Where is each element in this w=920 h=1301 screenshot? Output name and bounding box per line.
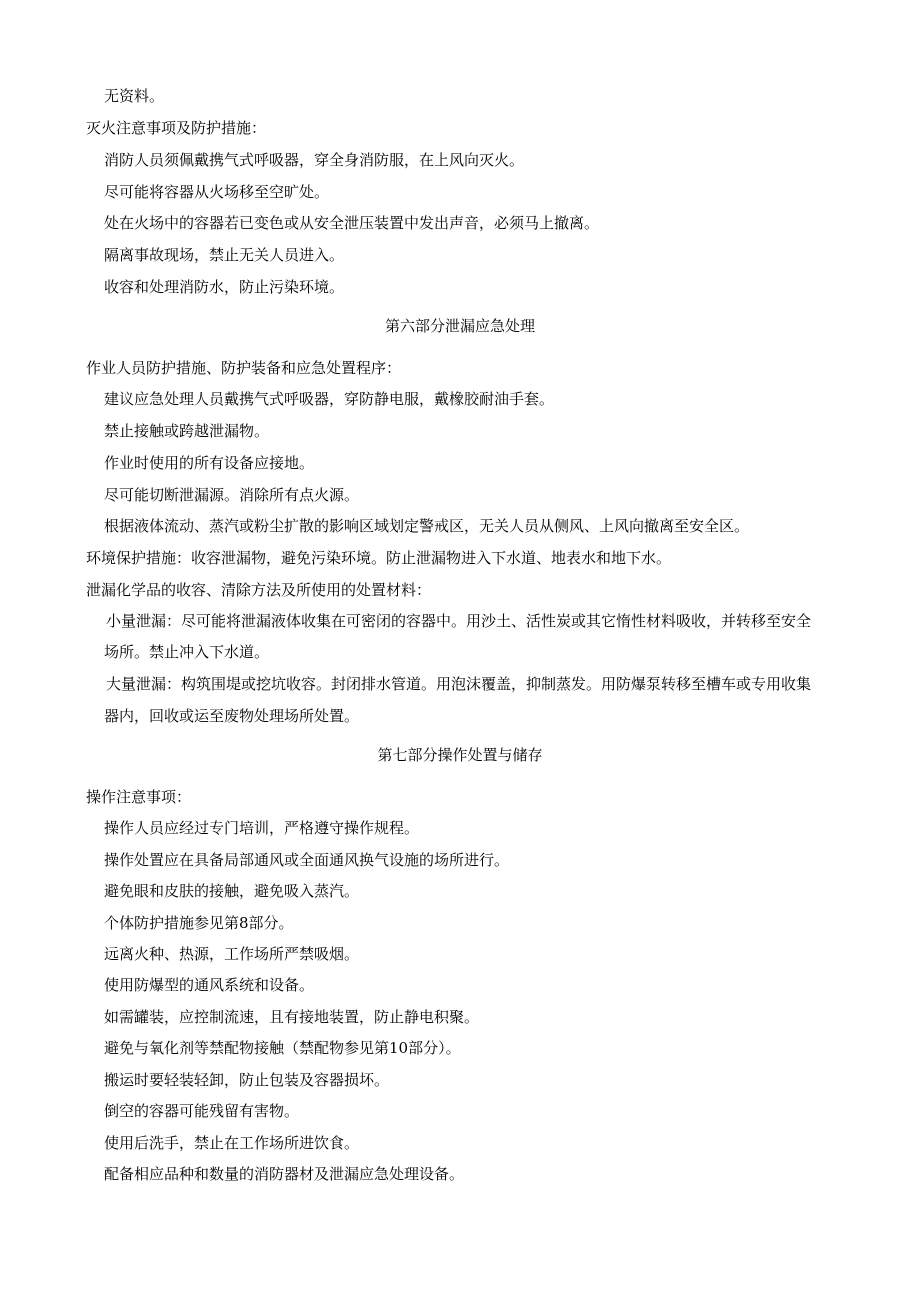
handling-item: 倒空的容器可能残留有害物。 — [104, 1102, 300, 1120]
environment-measures: 环境保护措施：收容泄漏物，避免污染环境。防止泄漏物进入下水道、地表水和地下水。 — [86, 549, 672, 567]
firefighting-item: 隔离事故现场，禁止无关人员进入。 — [104, 246, 345, 264]
handling-item: 如需罐装，应控制流速，且有接地装置，防止静电积聚。 — [104, 1008, 480, 1026]
firefighting-item: 收容和处理消防水，防止污染环境。 — [104, 278, 345, 296]
section7-heading: 第七部分操作处置与储存 — [377, 746, 543, 764]
personal-protection-item: 尽可能切断泄漏源。消除所有点火源。 — [104, 486, 360, 504]
section6-heading: 第六部分泄漏应急处理 — [384, 317, 535, 335]
handling-item: 避免与氧化剂等禁配物接触（禁配物参见第10部分）。 — [104, 1039, 461, 1057]
personal-protection-item: 作业时使用的所有设备应接地。 — [104, 454, 315, 472]
cleanup-title: 泄漏化学品的收容、清除方法及所使用的处置材料： — [86, 581, 432, 599]
small-spill-text: 小量泄漏：尽可能将泄漏液体收集在可密闭的容器中。用沙土、活性炭或其它惰性材料吸收，并转移至安全 — [106, 612, 812, 630]
personal-protection-item: 禁止接触或跨越泄漏物。 — [104, 422, 270, 440]
small-spill-text-cont: 场所。禁止冲入下水道。 — [104, 643, 270, 661]
firefighting-item: 处在火场中的容器若已变色或从安全泄压装置中发出声音，必须马上撤离。 — [104, 214, 600, 232]
personal-protection-item: 根据液体流动、蒸汽或粉尘扩散的影响区域划定警戒区，无关人员从侧风、上风向撤离至安全区。 — [104, 517, 750, 535]
personal-protection-item: 建议应急处理人员戴携气式呼吸器，穿防静电服，戴橡胶耐油手套。 — [104, 390, 555, 408]
no-data-text: 无资料。 — [104, 87, 165, 105]
firefighting-item: 尽可能将容器从火场移至空旷处。 — [104, 183, 330, 201]
handling-item: 操作处置应在具备局部通风或全面通风换气设施的场所进行。 — [104, 851, 510, 869]
handling-title: 操作注意事项： — [86, 788, 192, 806]
handling-item: 操作人员应经过专门培训，严格遵守操作规程。 — [104, 819, 420, 837]
handling-item: 远离火种、热源，工作场所严禁吸烟。 — [104, 945, 360, 963]
handling-item: 使用防爆型的通风系统和设备。 — [104, 976, 315, 994]
handling-item: 搬运时要轻装轻卸，防止包装及容器损坏。 — [104, 1071, 390, 1089]
large-spill-text: 大量泄漏：构筑围堤或挖坑收容。封闭排水管道。用泡沫覆盖，抑制蒸发。用防爆泵转移至槽车或专用收集 — [106, 675, 812, 693]
personal-protection-title: 作业人员防护措施、防护装备和应急处置程序： — [86, 359, 402, 377]
handling-item: 使用后洗手，禁止在工作场所进饮食。 — [104, 1134, 360, 1152]
firefighting-title: 灭火注意事项及防护措施： — [86, 119, 267, 137]
firefighting-item: 消防人员须佩戴携气式呼吸器，穿全身消防服，在上风向灭火。 — [104, 151, 525, 169]
handling-item: 避免眼和皮肤的接触，避免吸入蒸汽。 — [104, 882, 360, 900]
large-spill-text-cont: 器内，回收或运至废物处理场所处置。 — [104, 707, 360, 725]
handling-item: 配备相应品种和数量的消防器材及泄漏应急处理设备。 — [104, 1165, 465, 1183]
handling-item: 个体防护措施参见第8部分。 — [104, 914, 294, 932]
